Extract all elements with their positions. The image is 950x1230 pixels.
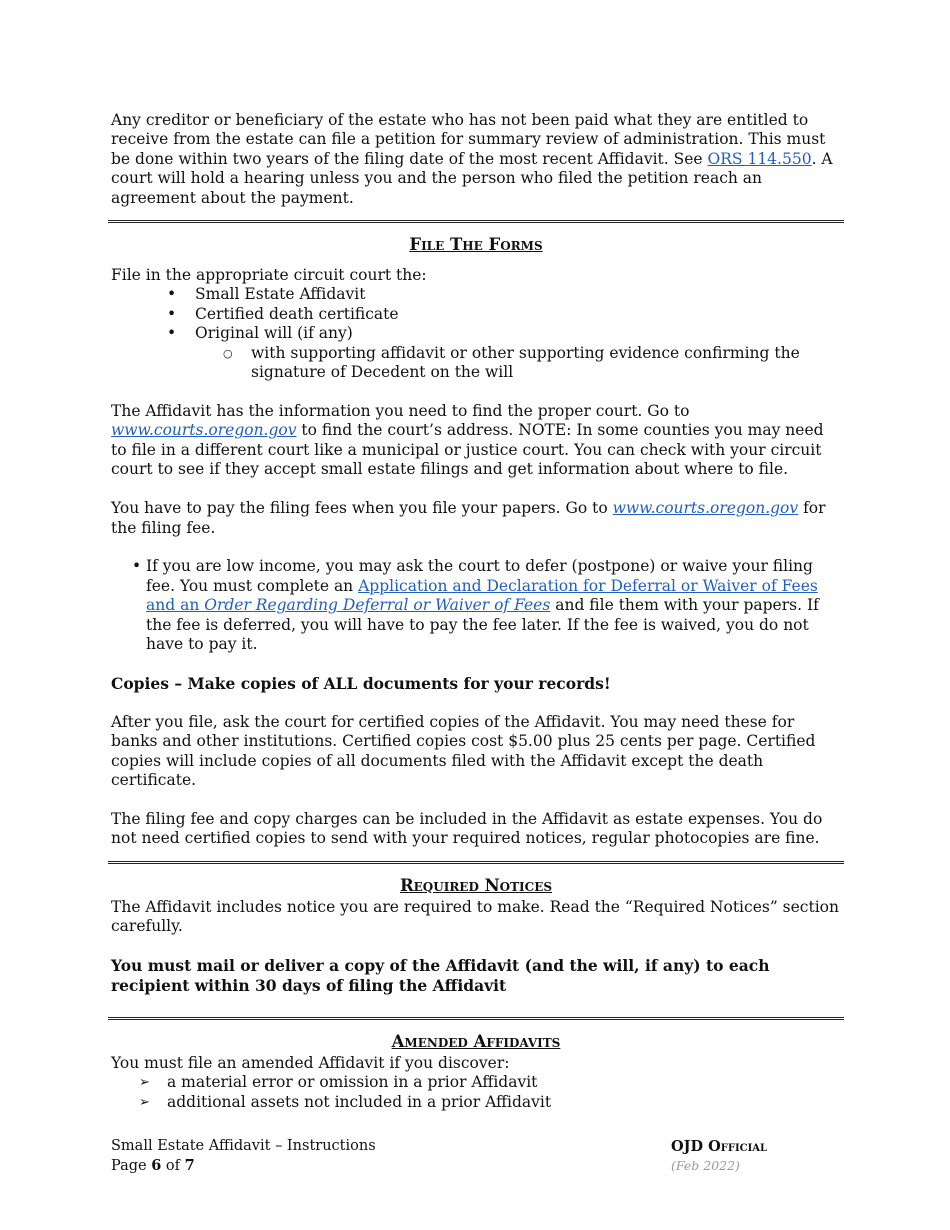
amended-lead: You must file an amended Affidavit if you discover: [111, 1053, 510, 1072]
fees-paragraph: The filing fee and copy charges can be included in the Affidavit as estate expenses. You do not need certified copies to send with your required notices, regular photocopies are fine. [111, 809, 823, 848]
forms-list [111, 285, 841, 382]
amended-affidavits-heading: Amended Affidavits [391, 1031, 561, 1051]
required-notices-bold: You must mail or deliver a copy of the Affidavit (and the will, if any) to each recipient within 30 days of filing the Affidavit [111, 956, 770, 995]
list-item: ➢ additional assets not included in a prior Affidavit [139, 1093, 841, 1112]
revision-date: (Feb 2022) [671, 1158, 740, 1173]
fee-waiver-order-link[interactable]: Order Regarding Deferral or Waiver of Fees [204, 596, 551, 615]
list-item: ○ with supporting affidavit or other supporting evidence confirming the signature of Decedent on the will [223, 344, 841, 383]
section-divider [108, 220, 844, 223]
page-number: Page 6 of 7 [111, 1157, 195, 1174]
list-item: • Small Estate Affidavit [167, 285, 841, 304]
document-page [111, 111, 841, 1112]
section-divider [108, 861, 844, 864]
required-notices-heading: Required Notices [399, 875, 553, 895]
court-paragraph: The Affidavit has the information you need to find the proper court. Go to www.courts.oregon.gov to find the court’s address. NOTE: In some counties you may need to file in a different court like a municipal or justice court. You can check with your circuit court to see if they accept small estate filings and get information about where to file. [111, 401, 824, 479]
fee-paragraph: You have to pay the filing fees when you file your papers. Go to www.courts.oregon.gov for the filing fee. [111, 499, 826, 537]
copies-heading: Copies – Make copies of ALL documents for your records! [111, 673, 611, 693]
required-notices-paragraph: The Affidavit includes notice you are required to make. Read the “Required Notices” section carefully. [111, 897, 839, 936]
file-forms-lead: File in the appropriate circuit court the: [111, 266, 427, 285]
list-item: ➢ a material error or omission in a prior Affidavit [139, 1073, 841, 1092]
file-forms-heading: File The Forms [409, 235, 543, 255]
ojd-official-label: OJD Official [671, 1138, 768, 1155]
copies-paragraph: After you file, ask the court for certified copies of the Affidavit. You may need these for banks and other institutions. Certified copies cost $5.00 plus 25 cents per page. Certified copies will include copies of all documents filed with the Affidavit except the death certificate. [111, 712, 816, 790]
amended-list [111, 1073, 841, 1112]
courts-oregon-fee-link[interactable]: www.courts.oregon.gov [612, 499, 799, 518]
section-divider [108, 1017, 844, 1020]
fee-waiver-application-link[interactable]: Application and Declaration for Deferral or Waiver of Fees and an [146, 576, 818, 615]
will-sublist [195, 344, 841, 383]
list-item: • Original will (if any) ○ with supporting affidavit or other supporting evidence confirming the signature of Decedent on the will [167, 324, 841, 382]
ors-114-550-link[interactable]: ORS 114.550 [707, 149, 812, 168]
list-item: • Certified death certificate [167, 305, 841, 324]
intro-paragraph: Any creditor or beneficiary of the estate who has not been paid what they are entitled to receive from the estate can file a petition for summary review of administration. This must be done within two years of the filing date of the most recent Affidavit. See ORS 114.550. A court will hold a hearing unless you and the person who filed the petition reach an agreement about the payment. [111, 111, 833, 207]
courts-oregon-link[interactable]: www.courts.oregon.gov [111, 421, 297, 440]
footer-title: Small Estate Affidavit – Instructions [111, 1138, 376, 1154]
low-income-bullet: • If you are low income, you may ask the court to defer (postpone) or waive your filing fee. You must complete an Application and Declaration for Deferral or Waiver of Fees and an Order Regarding Deferral or Waiver of Fees and file them with your papers. If the fee is deferred, you will have to pay the fee later. If the fee is waived, you do not have to pay it. [111, 557, 841, 654]
